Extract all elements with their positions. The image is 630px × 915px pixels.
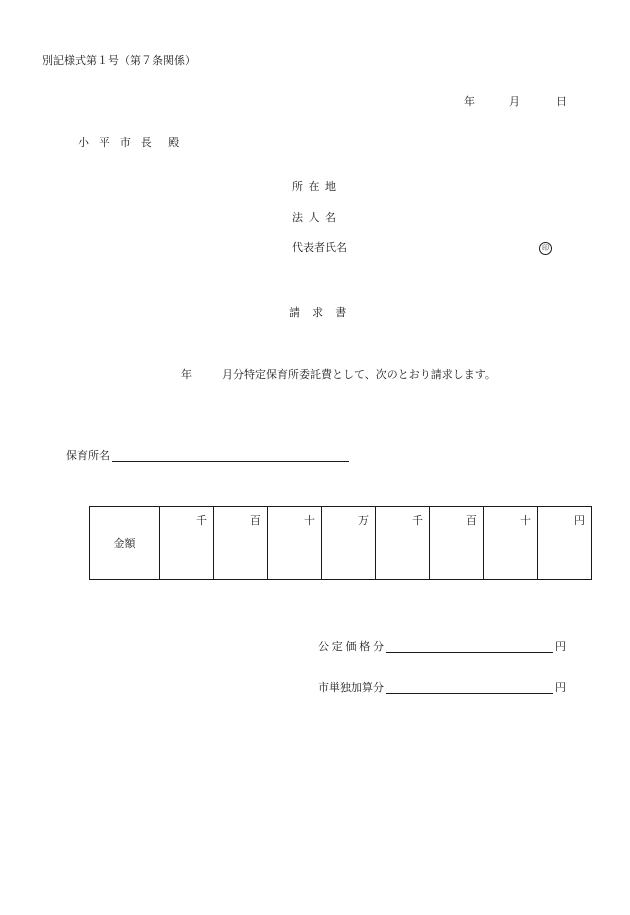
statement-year-unit: 年 <box>181 368 192 381</box>
amount-digit-cell[interactable]: 円 <box>538 507 592 580</box>
official-price-label: 公定価格分 <box>318 640 387 653</box>
amount-digit-cell[interactable]: 千 <box>160 507 214 580</box>
amount-digit-cell[interactable]: 百 <box>214 507 268 580</box>
date-row <box>0 96 630 108</box>
amount-digit-cell[interactable]: 千 <box>376 507 430 580</box>
facility-name-label: 保育所名 <box>66 449 110 462</box>
addressee <box>78 137 189 148</box>
city-addition-unit: 円 <box>555 681 566 694</box>
date-month-unit: 月 <box>509 95 520 108</box>
amount-digit-cell[interactable]: 百 <box>430 507 484 580</box>
statement-body: 月分特定保育所委託費として、次のとおり請求します。 <box>222 368 496 381</box>
amount-table <box>89 506 592 580</box>
date-year-unit: 年 <box>464 95 475 108</box>
addressee-name: 小平市長 <box>78 136 162 149</box>
amount-digit-cell[interactable]: 万 <box>322 507 376 580</box>
corporation-name-label: 法人名 <box>292 211 342 224</box>
city-addition-field[interactable] <box>386 693 553 694</box>
form-reference: 別記様式第１号（第７条関係） <box>42 54 196 67</box>
official-price-unit: 円 <box>555 640 566 653</box>
seal-icon: 印 <box>539 242 552 255</box>
amount-label: 金額 <box>90 507 160 580</box>
city-addition-label: 市単独加算分 <box>318 681 384 694</box>
address-label: 所在地 <box>292 180 342 193</box>
request-statement <box>181 369 496 380</box>
facility-name-field[interactable] <box>112 461 349 462</box>
addressee-honorific: 殿 <box>168 136 190 149</box>
amount-digit-cell[interactable]: 十 <box>268 507 322 580</box>
amount-digit-cell[interactable]: 十 <box>484 507 538 580</box>
official-price-field[interactable] <box>386 652 553 653</box>
date-day-unit: 日 <box>556 95 567 108</box>
representative-name-label: 代表者氏名 <box>292 241 347 254</box>
document-title: 請求書 <box>289 306 359 319</box>
